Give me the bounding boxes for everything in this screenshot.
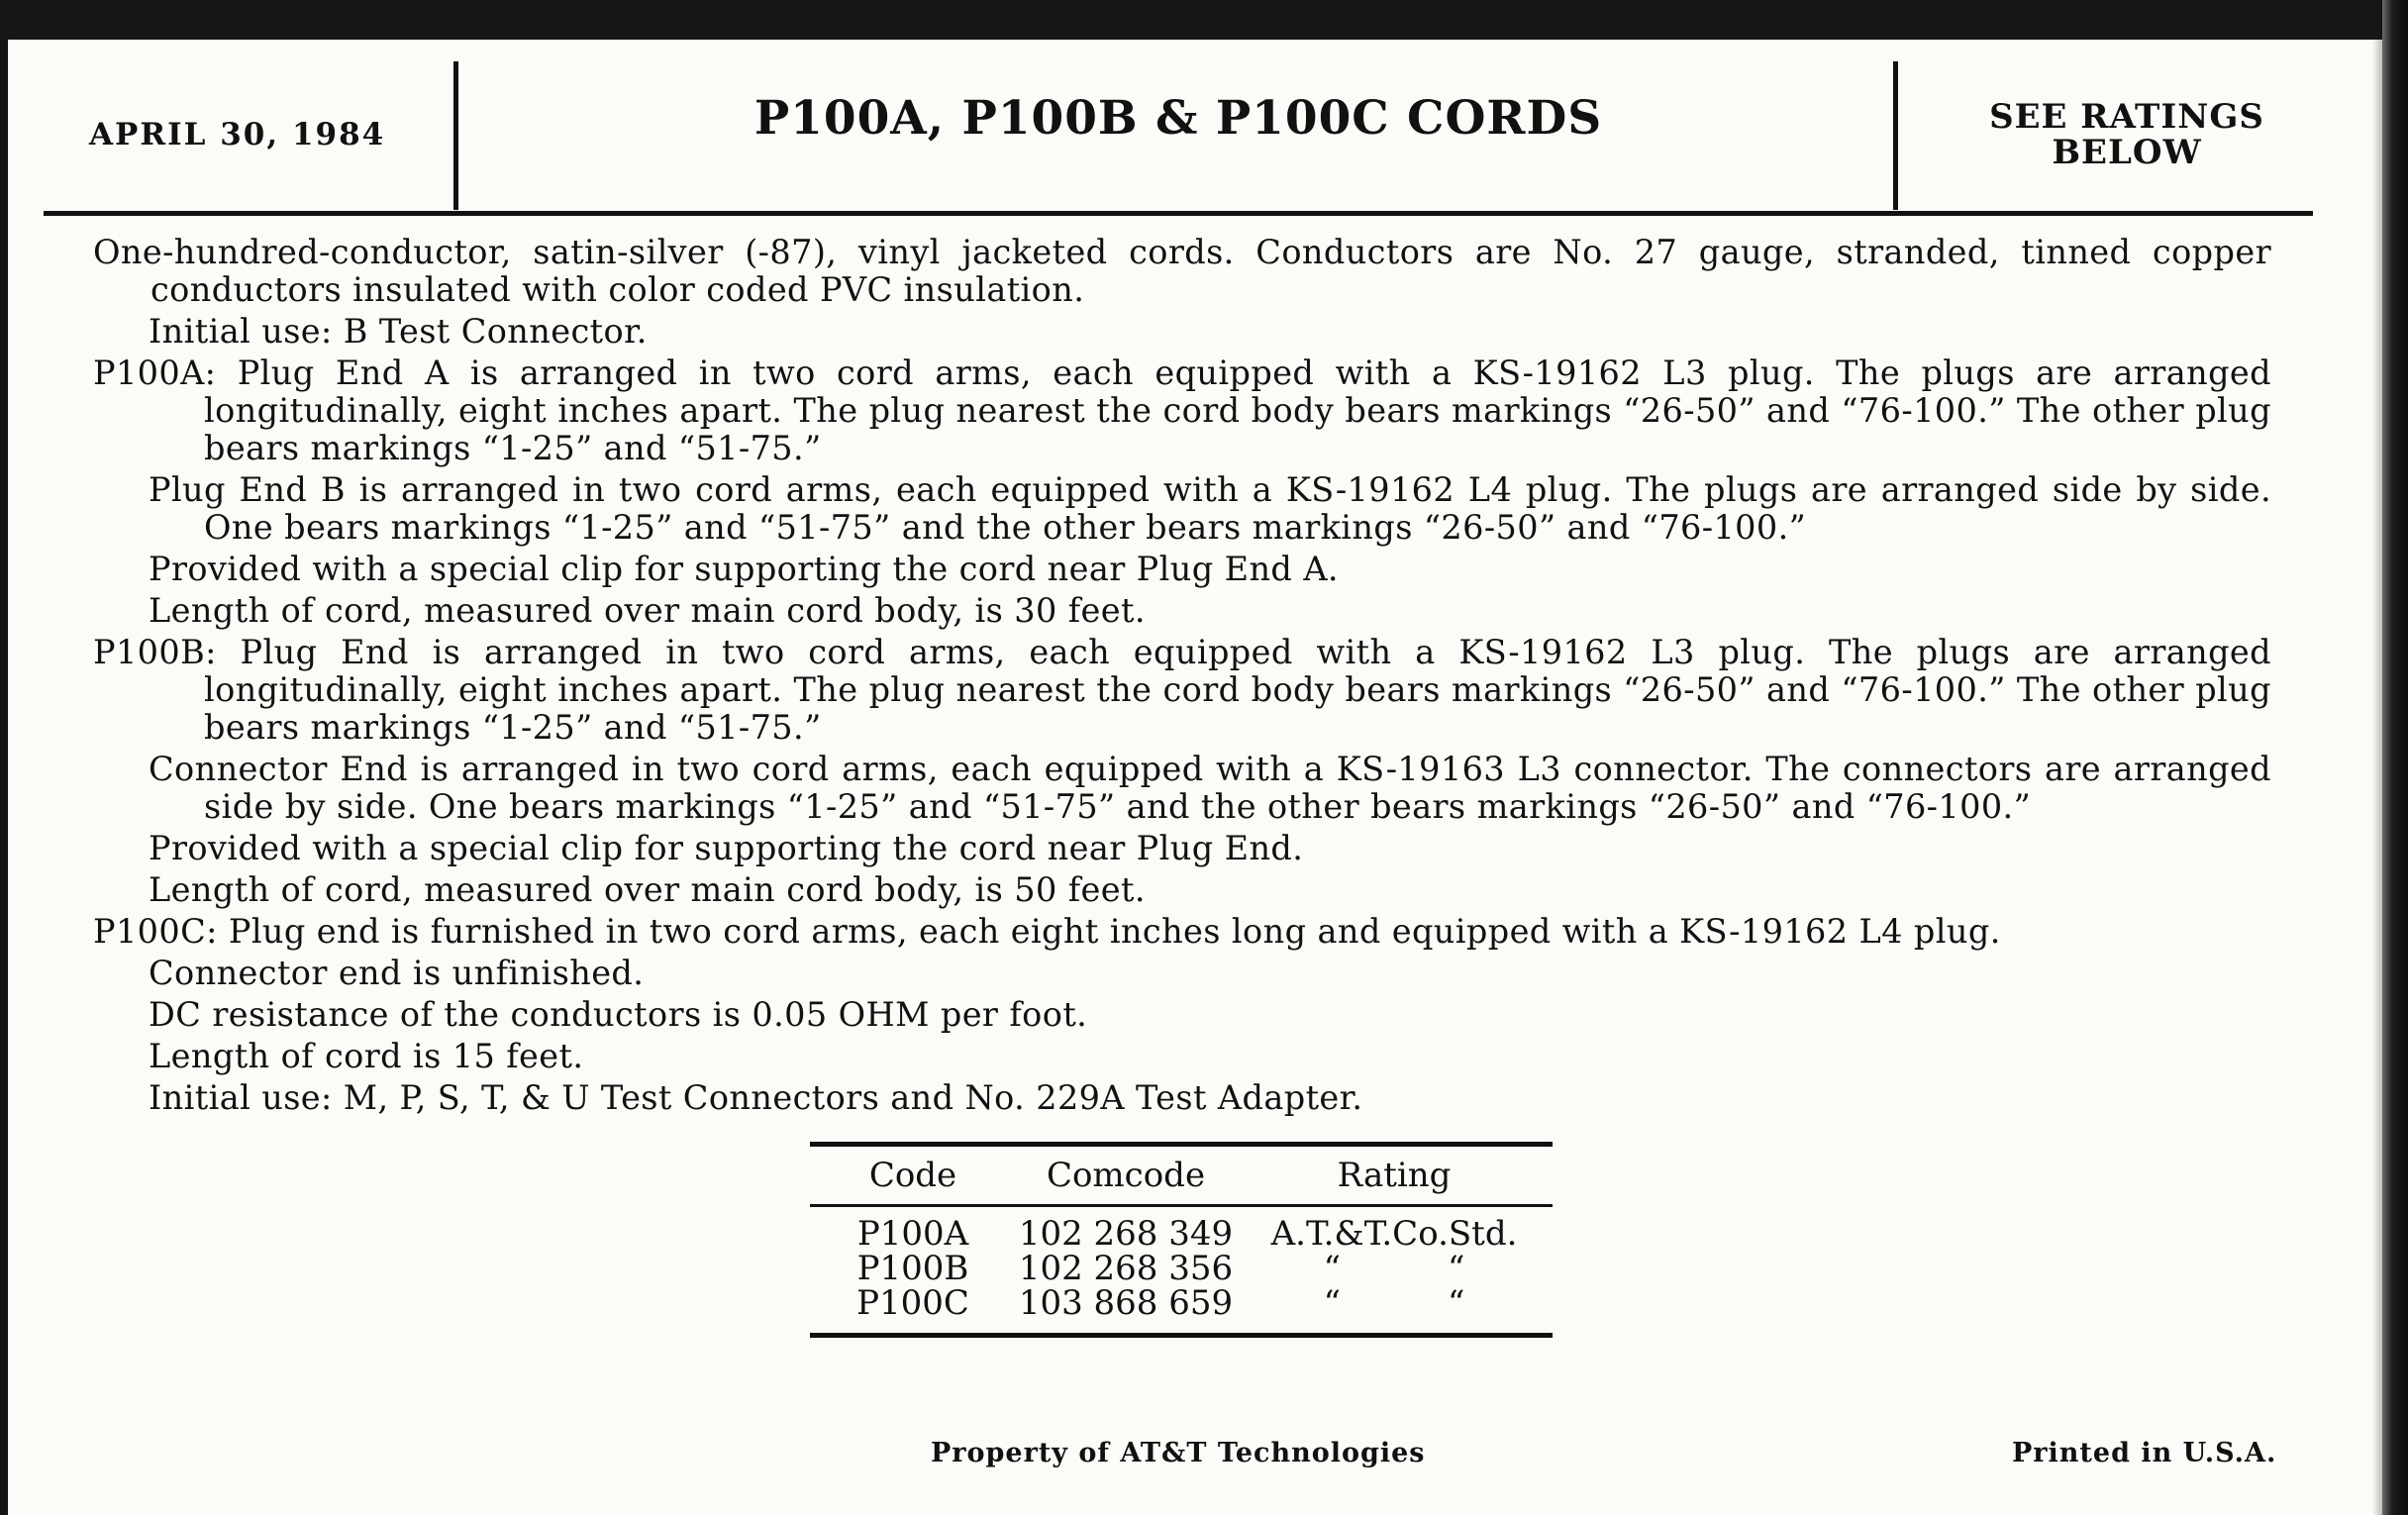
p100b-label: P100B: (93, 633, 217, 671)
table-rule-bottom (810, 1333, 1553, 1338)
p100c-length: Length of cord is 15 feet. (149, 1037, 584, 1075)
p100c-resistance: DC resistance of the conductors is 0.05 OHM per foot. (149, 995, 1088, 1034)
p100a-plug-end-b: Plug End B is arranged in two cord arms, each equipped with a KS-19162 L4 plug. The plugs are arranged side by side. One bears markings “1-25” and “51-75” and the other bears markings “26-50” and “76-100.” (149, 470, 2271, 547)
ratings-table (810, 1142, 1553, 1338)
table-header-code: Code (868, 1156, 957, 1195)
header-rating-note (1909, 99, 2345, 170)
scan-border (2382, 0, 2408, 1515)
p100b-text: Plug End is arranged in two cord arms, each equipped with a KS-19162 L3 plug. The plugs are arranged longitudinally, eight inches apart. The plug nearest the cord body bears markings “26-50” and “76-100.” The other plug bears markings “1-25” and “51-75.” (204, 633, 2271, 747)
p100b-paragraph (93, 634, 2271, 747)
p100a-text: Plug End A is arranged in two cord arms, each equipped with a KS-19162 L3 plug. The plugs are arranged longitudinally, eight inches apart. The plug nearest the cord body bears markings “26-50” and “76-100.” The other plug bears markings “1-25” and “51-75.” (204, 354, 2271, 467)
initial-use-b: Initial use: B Test Connector. (149, 312, 648, 351)
table-cell-code: P100C (856, 1283, 969, 1323)
intro-paragraph: One-hundred-conductor, satin-silver (-87), vinyl jacketed cords. Conductors are No. 27 gauge, stranded, tinned copper conductors insulated with color coded PVC insulation. (93, 233, 2271, 309)
p100c-initial-use: Initial use: M, P, S, T, & U Test Connectors and No. 229A Test Adapter. (149, 1078, 1363, 1117)
p100a-label: P100A: (93, 354, 217, 392)
table-row (810, 1283, 1553, 1323)
table-cell-code: P100A (856, 1214, 969, 1254)
header-date: APRIL 30, 1984 (89, 117, 386, 152)
page-edge-shadow (2372, 40, 2382, 1515)
p100c-text: Plug end is furnished in two cord arms, each eight inches long and equipped with a KS-19162 L4 plug. (228, 912, 2001, 951)
p100b-clip: Provided with a special clip for supporting the cord near Plug End. (149, 829, 1304, 867)
p100b-connector-end: Connector End is arranged in two cord arms, each equipped with a KS-19163 L3 connector. The connectors are arranged side by side. One bears markings “1-25” and “51-75” and the other bears markings “26-50” and “76-100.” (149, 750, 2271, 826)
p100c-connector-end: Connector end is unfinished. (149, 954, 645, 992)
p100a-clip: Provided with a special clip for supporting the cord near Plug End A. (149, 550, 1339, 588)
rating-note-line-1: SEE RATINGS (1989, 97, 2264, 137)
header-rule (44, 211, 2313, 216)
table-cell-comcode: 102 268 356 (1018, 1249, 1234, 1288)
footer-printed: Printed in U.S.A. (2012, 1438, 2277, 1468)
page-title: P100A, P100B & P100C CORDS (753, 91, 1603, 146)
table-row (810, 1249, 1553, 1288)
table-header-rating: Rating (1337, 1156, 1452, 1195)
p100a-length: Length of cord, measured over main cord body, is 30 feet. (149, 591, 1146, 630)
table-cell-rating: “ “ (1323, 1249, 1465, 1288)
table-cell-rating: A.T.&T.Co.Std. (1270, 1214, 1518, 1254)
description-body (93, 234, 2271, 1117)
p100c-paragraph (93, 913, 2271, 951)
table-body (810, 1207, 1553, 1321)
table-row (810, 1214, 1553, 1254)
header-divider-left (453, 61, 458, 210)
p100a-paragraph (93, 354, 2271, 467)
header-divider-right (1893, 61, 1898, 210)
p100b-length: Length of cord, measured over main cord body, is 50 feet. (149, 870, 1146, 909)
footer-property: Property of AT&T Technologies (931, 1438, 1426, 1468)
table-header-comcode: Comcode (1046, 1156, 1206, 1195)
table-header-row (810, 1147, 1553, 1204)
table-cell-comcode: 103 868 659 (1018, 1283, 1234, 1323)
rating-note-line-2: BELOW (2052, 133, 2202, 172)
table-cell-code: P100B (856, 1249, 969, 1288)
p100c-label: P100C: (93, 912, 218, 951)
table-cell-comcode: 102 268 349 (1018, 1214, 1234, 1254)
table-cell-rating: “ “ (1323, 1283, 1465, 1323)
